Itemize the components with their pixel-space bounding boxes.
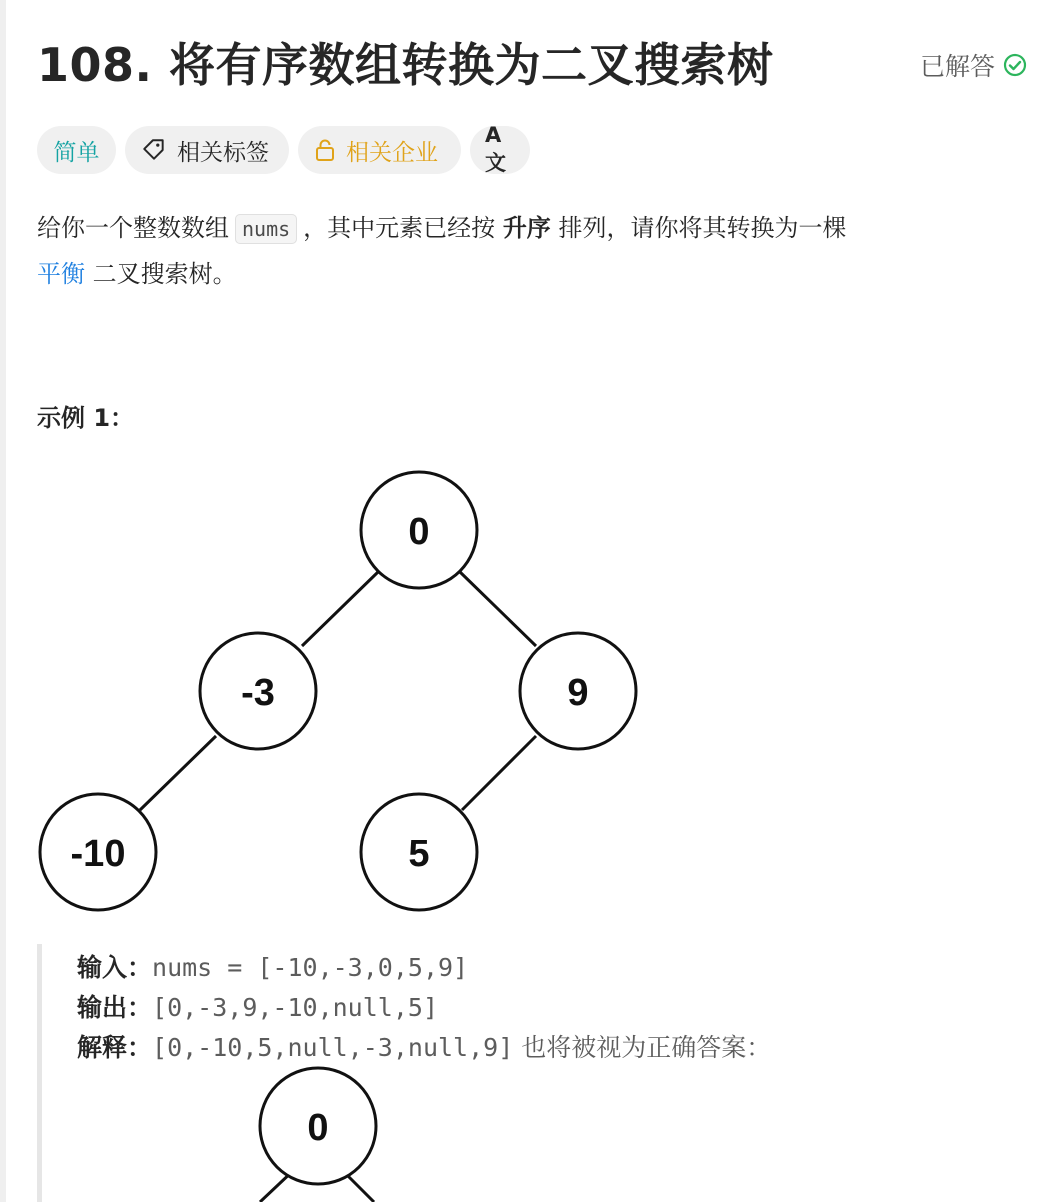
lock-icon <box>314 138 336 162</box>
translate-icon: A文 <box>485 123 506 175</box>
example-title: 示例 1： <box>37 404 135 432</box>
tree-node-right-left-label: 5 <box>408 833 430 875</box>
inline-code-nums: nums <box>235 214 297 244</box>
balanced-link[interactable]: 平衡 <box>37 260 85 288</box>
tag-row <box>37 123 539 175</box>
tag-icon <box>141 137 167 163</box>
problem-title[interactable]: 108. 将有序数组转换为二叉搜索树 <box>37 38 774 92</box>
output-value: [0,-3,9,-10,null,5] <box>152 993 438 1022</box>
tree-edge <box>460 572 536 646</box>
tree-edge <box>462 736 536 810</box>
desc-text-3: 排列，请你将其转换为一棵 <box>558 214 847 242</box>
related-companies-label: 相关企业 <box>346 139 438 166</box>
translate-button[interactable] <box>470 123 530 175</box>
problem-description <box>37 206 1017 297</box>
related-topics-button[interactable] <box>125 126 289 174</box>
input-value: nums = [-10,-3,0,5,9] <box>152 953 469 982</box>
solved-status <box>920 47 1027 83</box>
input-label: 输入： <box>77 953 153 982</box>
desc-bold-ascending: 升序 <box>502 214 551 242</box>
difficulty-label: 简单 <box>53 139 100 166</box>
tree-node-left-label: -3 <box>241 672 275 714</box>
alt-tree-node-root-label: 0 <box>307 1107 329 1149</box>
example-tree-diagram <box>34 466 644 916</box>
explain-value: [0,-10,5,null,-3,null,9] <box>152 1033 514 1062</box>
check-circle-icon <box>1003 53 1027 77</box>
example-explain-line <box>77 1028 771 1064</box>
desc-text-2: ，其中元素已经按 <box>303 214 496 242</box>
explain-label: 解释： <box>77 1033 153 1062</box>
related-companies-button[interactable] <box>298 126 461 174</box>
left-panel-border <box>0 0 6 1202</box>
tree-edge <box>302 572 378 646</box>
example-input-line <box>77 948 468 984</box>
tree-node-right-label: 9 <box>567 672 589 714</box>
example-output-line <box>77 988 438 1024</box>
problem-header <box>37 30 1027 100</box>
desc-text-1: 给你一个整数数组 <box>37 214 229 242</box>
alt-tree-diagram <box>230 1060 410 1202</box>
tree-node-root-label: 0 <box>408 511 430 553</box>
example-io-block <box>37 944 942 1202</box>
related-topics-label: 相关标签 <box>177 139 269 166</box>
difficulty-badge[interactable] <box>37 126 116 174</box>
output-label: 输出： <box>77 993 153 1022</box>
tree-edge <box>140 736 216 810</box>
tree-node-left-left-label: -10 <box>70 833 126 875</box>
explain-note: 也将被视为正确答案： <box>521 1033 772 1062</box>
desc-text-4: 二叉搜索树。 <box>92 260 237 288</box>
solved-status-label: 已解答 <box>919 52 995 81</box>
